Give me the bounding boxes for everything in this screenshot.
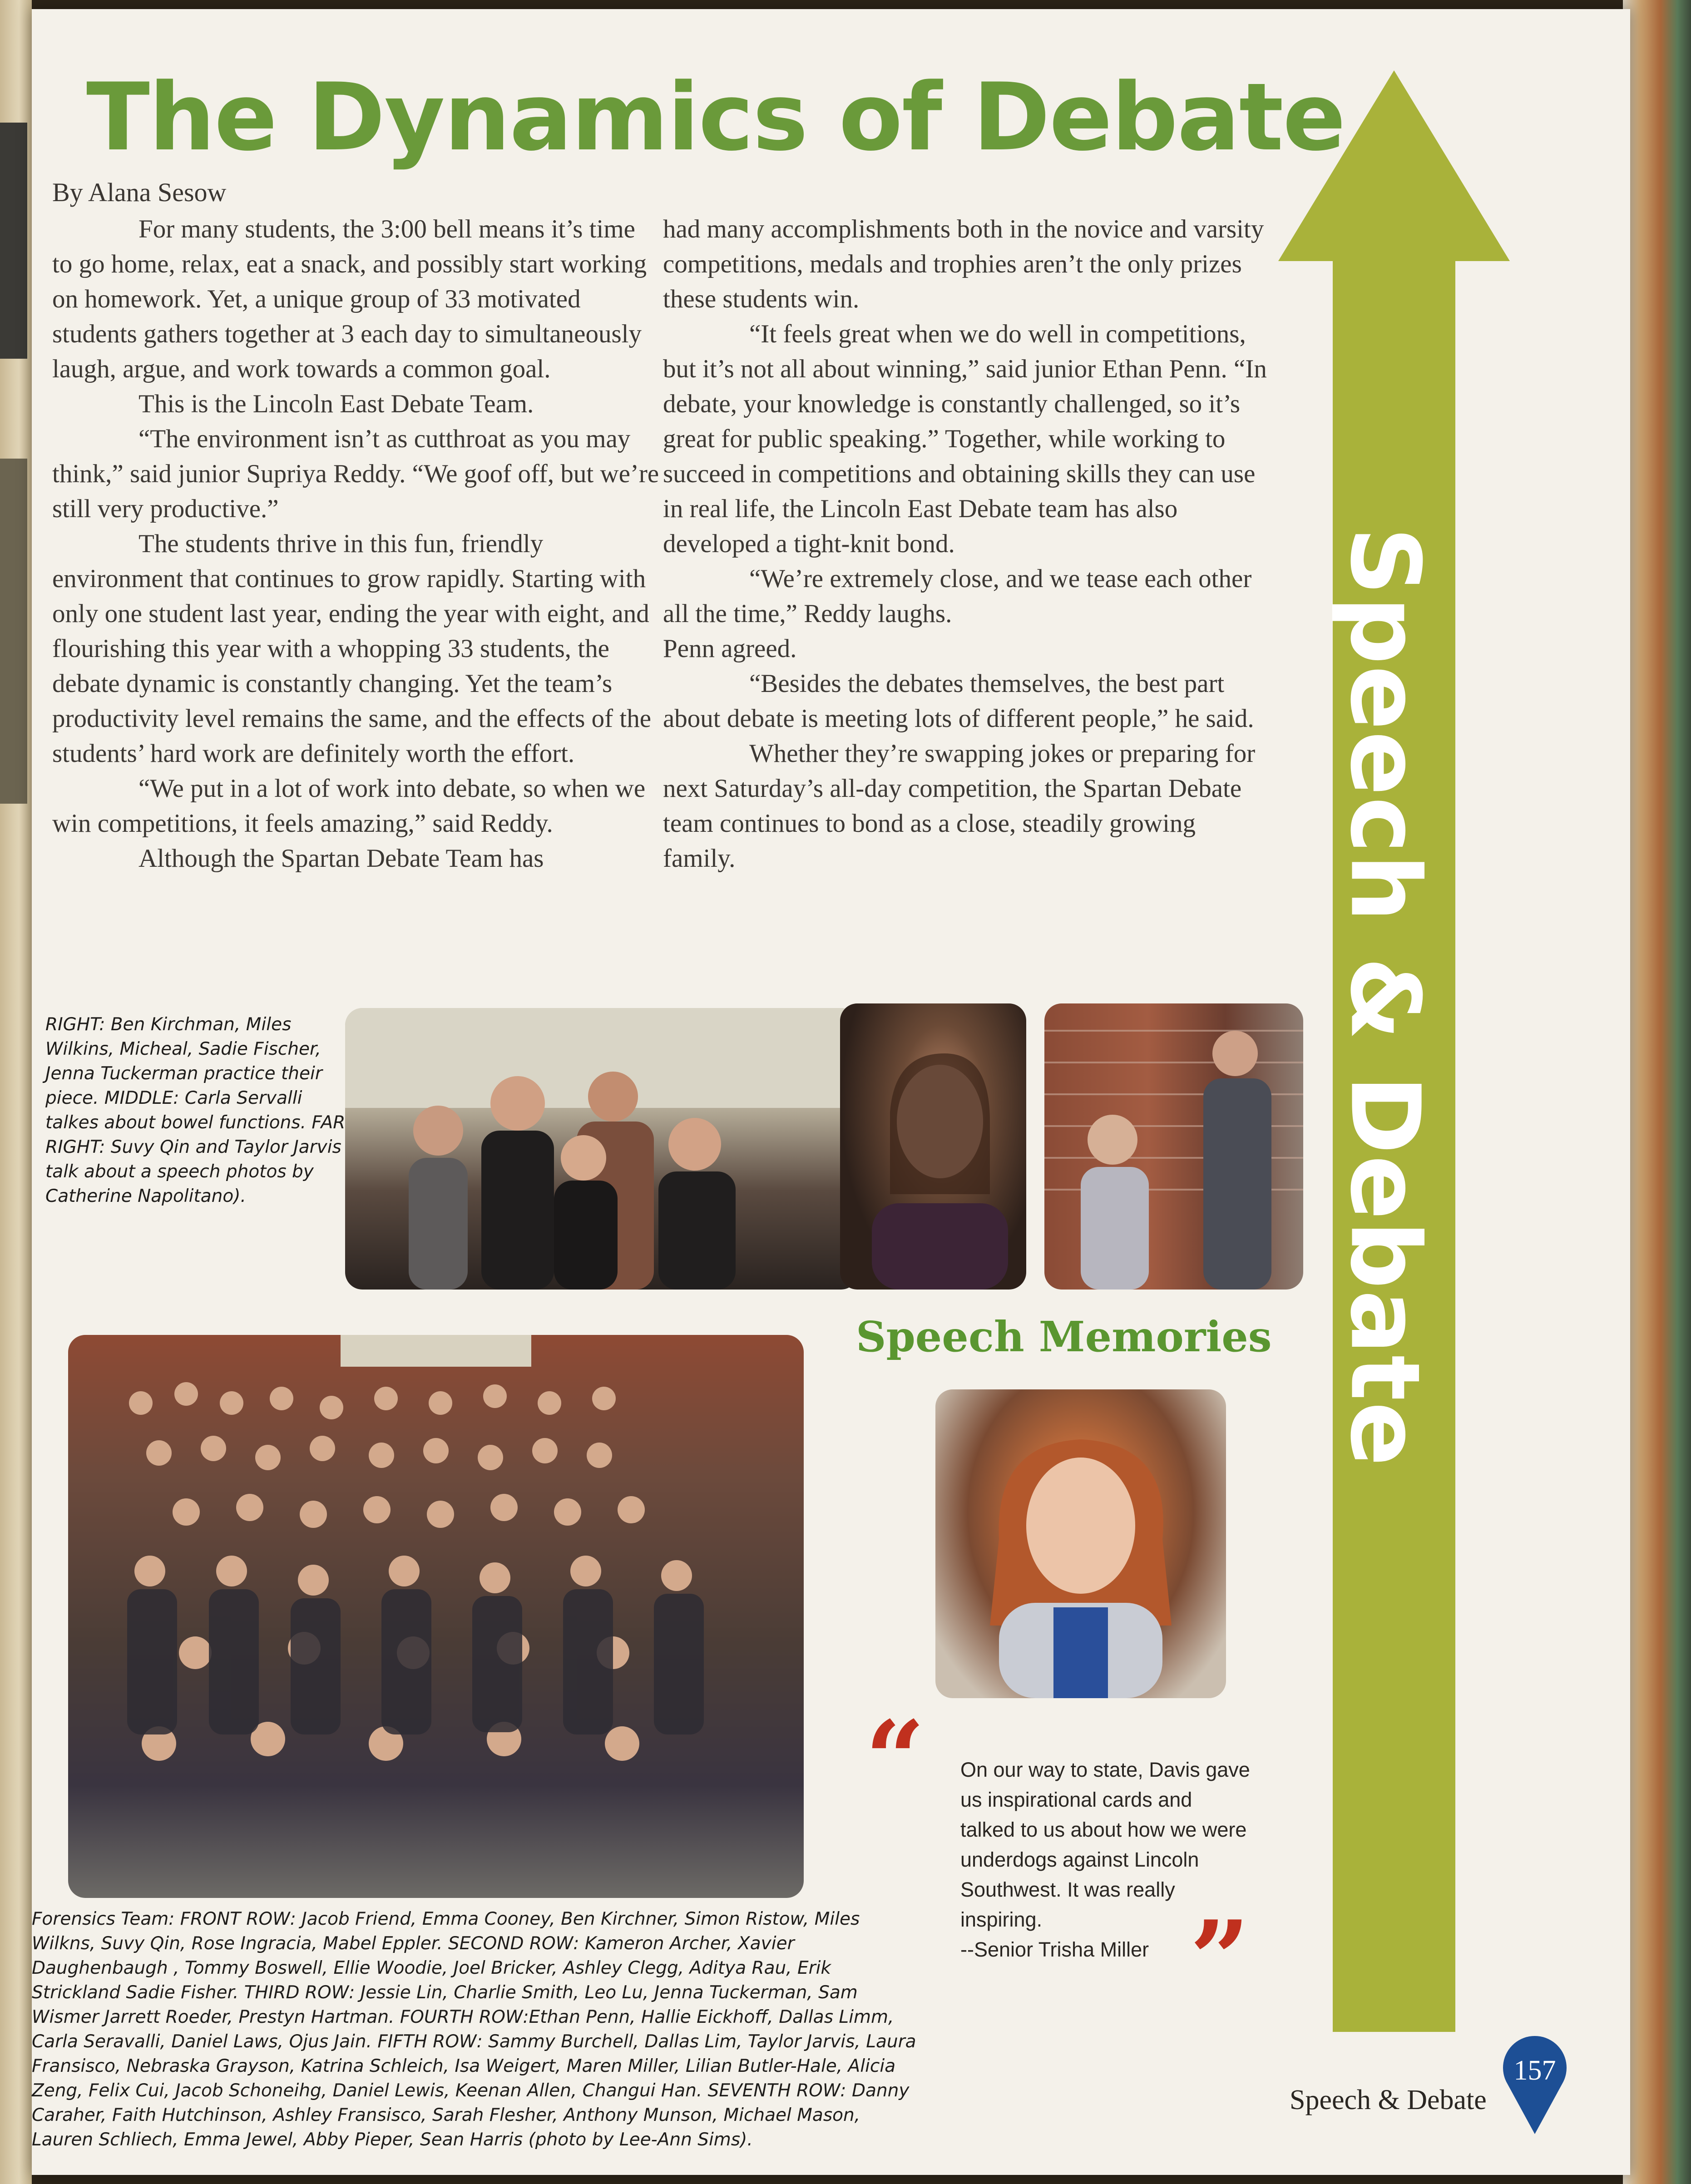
- open-quote-mark: “: [865, 1698, 925, 1821]
- portrait-photo: [935, 1389, 1226, 1698]
- practice-photo-figures: [345, 1008, 858, 1290]
- page-number: 157: [1513, 2055, 1556, 2086]
- paragraph: “It feels great when we do well in competitions, but it’s not all about winning,” said junior Ethan Penn. “In debate, your knowledge is constantly challenged, so it’s great for public speaking.” Together, while working to succeed in competitions and obtaining skills they can use in real life, the Lincoln East Debate team has also developed a tight-knit bond.: [663, 320, 1267, 558]
- group-photo-crowd: [68, 1335, 804, 1898]
- quote-attribution: --Senior Trisha Miller: [960, 1938, 1149, 1961]
- paragraph: Although the Spartan Debate Team has: [138, 844, 544, 873]
- speaker-photo-figure: [840, 1003, 1026, 1290]
- section-heading: Speech Memories: [856, 1312, 1272, 1361]
- facing-page-photo: [0, 123, 27, 359]
- page-title: The Dynamics of Debate: [86, 64, 1345, 172]
- article-column-2: [663, 212, 1267, 876]
- practice-photo: [345, 1008, 858, 1290]
- photo-caption: RIGHT: Ben Kirchman, Miles Wilkins, Micheal, Sadie Fischer, Jenna Tuckerman practice their piece. MIDDLE: Carla Servalli talkes about bowel functions. FAR RIGHT: Suvy Qin and Taylor Jarvis talk about a speech photos by Catherine Napolitano).: [45, 1014, 346, 1206]
- wall-photo-figures: [1044, 1003, 1303, 1290]
- paragraph: “We put in a lot of work into debate, so when we win competitions, it feels amazing,” said Reddy.: [52, 774, 646, 838]
- paragraph: “We’re extremely close, and we tease each other all the time,” Reddy laughs.: [663, 564, 1252, 628]
- paragraph: had many accomplishments both in the novice and varsity competitions, medals and trophies aren’t the only prizes these students win.: [663, 215, 1264, 313]
- paragraph: Whether they’re swapping jokes or preparing for next Saturday’s all-day competition, the Spartan Debate team continues to bond as a close, steadily growing family.: [663, 739, 1256, 873]
- paragraph: The students thrive in this fun, friendly environment that continues to grow rapidly. Starting with only one student last year, ending the year with eight, and flourishing this year with a whopping 33 students, the debate dynamic is constantly changing. Yet the team’s productivity level remains the same, and the effects of the students’ hard work are definitely worth the effort.: [52, 529, 651, 768]
- portrait-photo-figure: [935, 1389, 1226, 1698]
- book-edge: [1623, 0, 1691, 2184]
- close-quote-mark: ”: [1190, 1898, 1250, 2021]
- paragraph: Penn agreed.: [663, 634, 797, 663]
- facing-page-photo: [0, 459, 27, 804]
- footer-section-name: Speech & Debate: [1290, 2085, 1487, 2115]
- quote-text: On our way to state, Davis gave us inspirational cards and talked to us about how we were underdogs against Lincoln Southwest. It was really inspiring.: [960, 1758, 1250, 1931]
- byline: By Alana Sesow: [52, 178, 227, 207]
- wall-photo: [1044, 1003, 1303, 1290]
- group-photo: [68, 1335, 804, 1898]
- paragraph: For many students, the 3:00 bell means it’s time to go home, relax, eat a snack, and possibly start working on homework. Yet, a unique group of 33 motivated students gathers together at 3 each day to simultaneously laugh, argue, and work towards a common goal.: [52, 215, 647, 383]
- section-label: Speech & Debate: [1329, 527, 1441, 1468]
- speaker-photo: [840, 1003, 1026, 1290]
- paragraph: “The environment isn’t as cutthroat as you may think,” said junior Supriya Reddy. “We goof off, but we’re still very productive.”: [52, 425, 659, 523]
- yearbook-page: [32, 9, 1630, 2175]
- article-column-1: [52, 212, 661, 876]
- paragraph: This is the Lincoln East Debate Team.: [138, 390, 534, 418]
- group-photo-caption: Forensics Team: FRONT ROW: Jacob Friend, Emma Cooney, Ben Kirchner, Simon Ristow, Miles Wilkns, Suvy Qin, Rose Ingracia, Mabel Eppler. SECOND ROW: Kameron Archer, Xavier Daughenbaugh , Tommy Boswell, Ellie Woodie, Joel Bricker, Ashley Clegg, Aditya Rau, Erik Strickland Sadie Fisher. THIRD ROW: Jessie Lin, Charlie Smith, Leo Lu, Jenna Tuckerman, Sam Wismer Jarrett Roeder, Prestyn Hartman. FOURTH ROW:Ethan Penn, Hallie Eickhoff, Dallas Limm, Carla Seravalli, Daniel Laws, Ojus Jain. FIFTH ROW: Sammy Burchell, Dallas Lim, Taylor Jarvis, Laura Fransisco, Nebraska Grayson, Katrina Schleich, Isa Weigert, Maren Miller, Lilian Butler-Hale, Alicia Zeng, Felix Cui, Jacob Schoneihg, Daniel Lewis, Keenan Allen, Changui Han. SEVENTH ROW: Danny Caraher, Faith Hutchinson, Ashley Fransisco, Sarah Flesher, Anthony Munson, Michael Mason, Lauren Schliech, Emma Jewel, Abby Pieper, Sean Harris (photo by Lee-Ann Sims).: [32, 1909, 916, 2150]
- paragraph: “Besides the debates themselves, the best part about debate is meeting lots of different people,” he said.: [663, 669, 1254, 733]
